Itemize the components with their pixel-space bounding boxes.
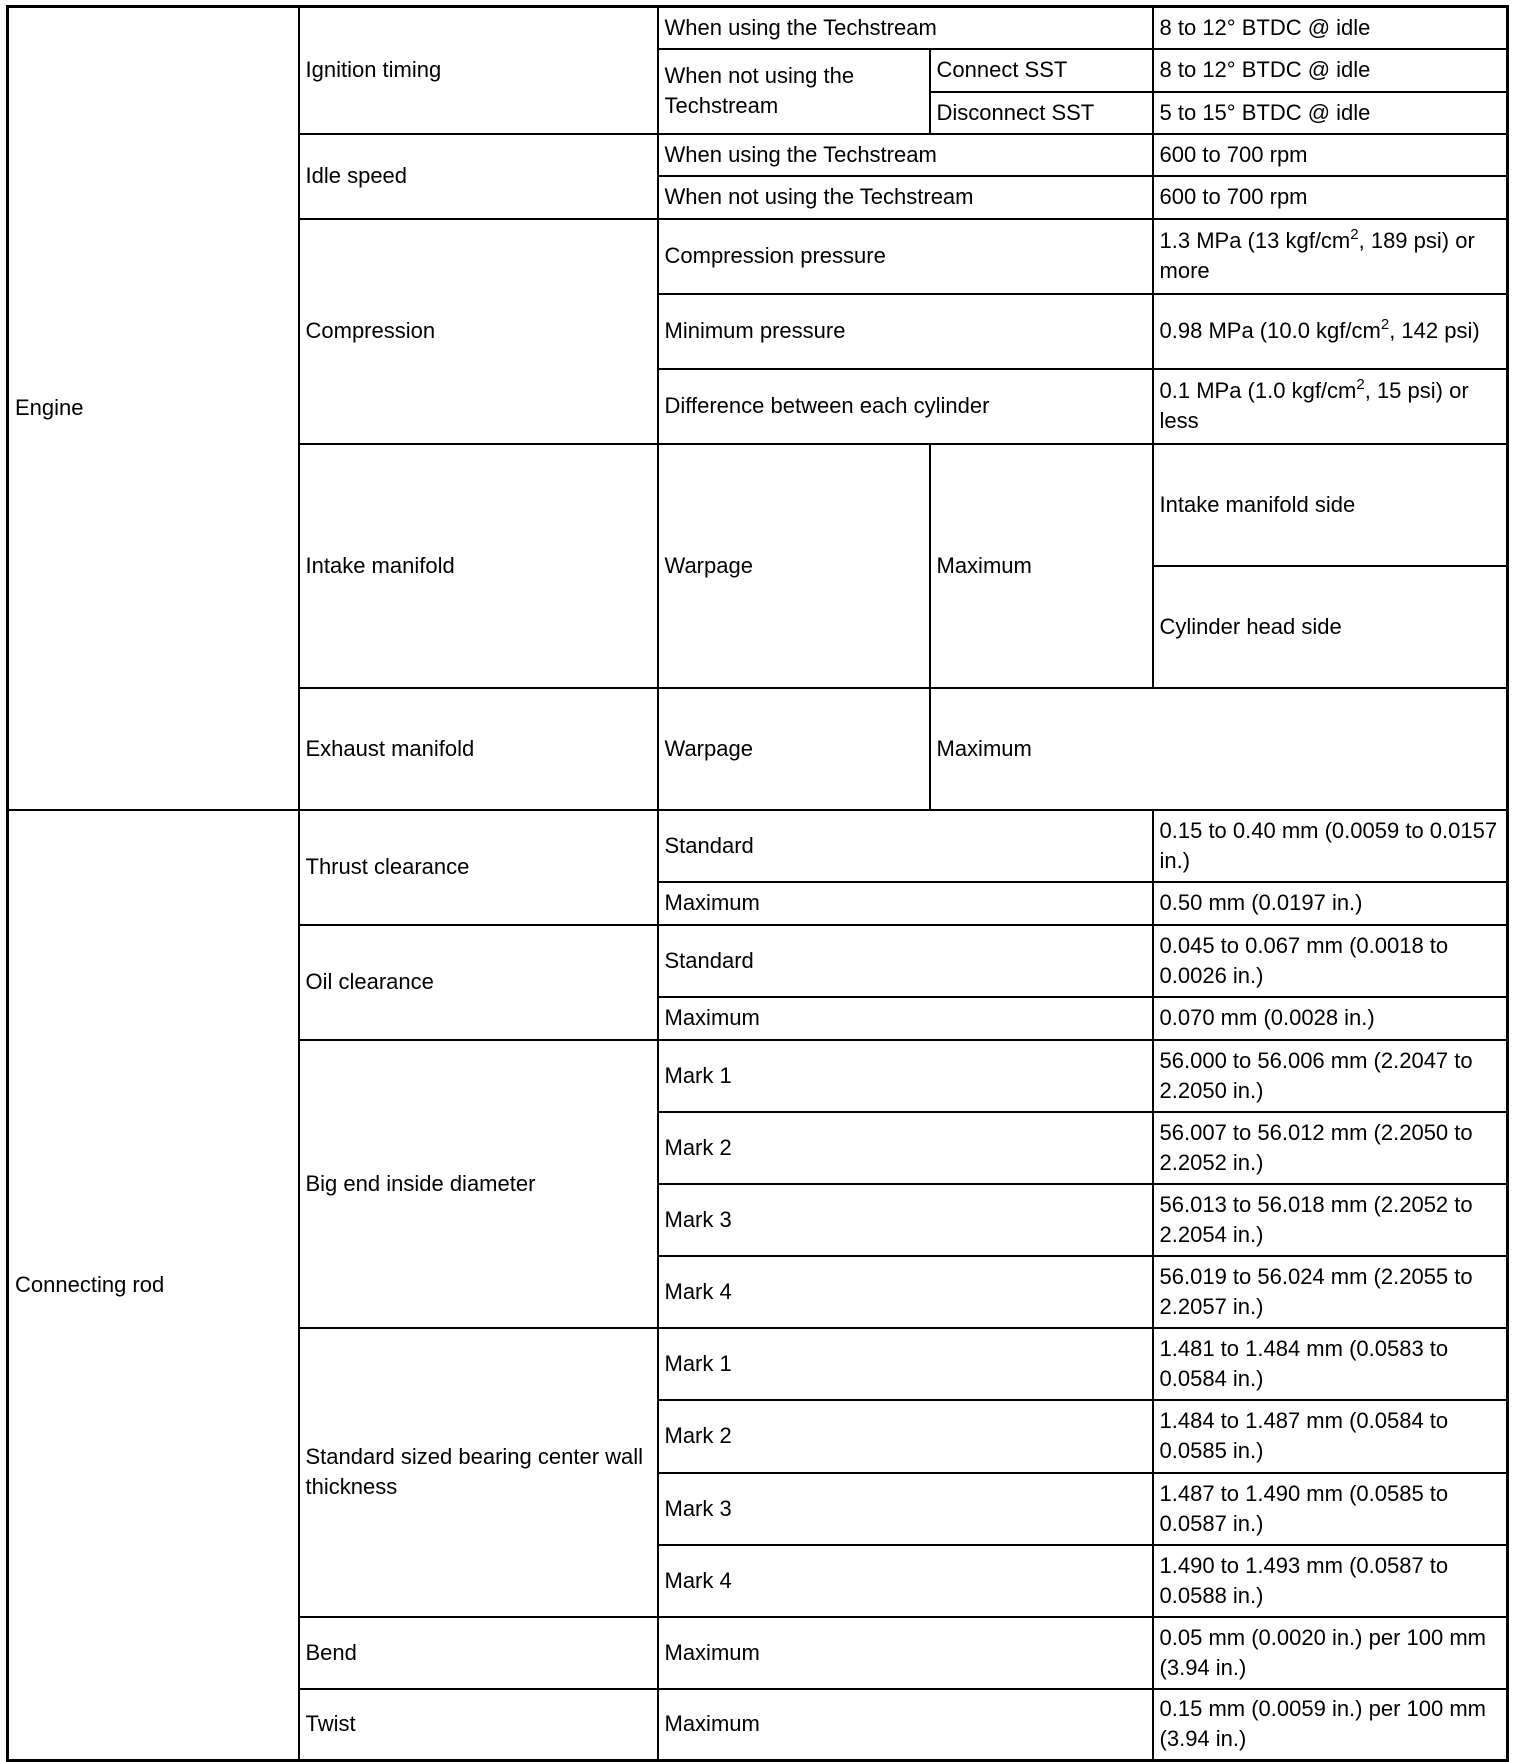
intake-warpage-label: Warpage <box>658 444 930 688</box>
twist-maximum-label: Maximum <box>658 1689 1153 1761</box>
thrust-standard-label: Standard <box>658 810 1153 882</box>
bearing-value: 1.490 to 1.493 mm (0.0587 to 0.0588 in.) <box>1153 1545 1508 1617</box>
oil-standard-value: 0.045 to 0.067 mm (0.0018 to 0.0026 in.) <box>1153 925 1508 997</box>
connect-sst-value: 8 to 12° BTDC @ idle <box>1153 49 1508 92</box>
twist-label: Twist <box>299 1689 658 1761</box>
big-end-value: 56.013 to 56.018 mm (2.2052 to 2.2054 in.) <box>1153 1184 1508 1256</box>
intake-side-label: Intake manifold side <box>1153 444 1508 566</box>
bearing-value: 1.484 to 1.487 mm (0.0584 to 0.0585 in.) <box>1153 1400 1508 1473</box>
thrust-maximum-label: Maximum <box>658 882 1153 925</box>
bend-label: Bend <box>299 1617 658 1689</box>
disconnect-sst-value: 5 to 15° BTDC @ idle <box>1153 92 1508 134</box>
big-end-mark: Mark 3 <box>658 1184 1153 1256</box>
ignition-timing-label: Ignition timing <box>299 7 658 134</box>
engine-label: Engine <box>8 7 299 810</box>
twist-maximum-value: 0.15 mm (0.0059 in.) per 100 mm (3.94 in.) <box>1153 1689 1508 1761</box>
idle-using-techstream: When using the Techstream <box>658 134 1153 176</box>
big-end-value: 56.000 to 56.006 mm (2.2047 to 2.2050 in.) <box>1153 1040 1508 1112</box>
difference-label: Difference between each cylinder <box>658 369 1153 444</box>
intake-manifold-label: Intake manifold <box>299 444 658 688</box>
oil-maximum-label: Maximum <box>658 997 1153 1040</box>
thrust-clearance-label: Thrust clearance <box>299 810 658 925</box>
bearing-mark: Mark 3 <box>658 1473 1153 1545</box>
ignition-not-using-techstream: When not using the Techstream <box>658 49 930 134</box>
bend-maximum-label: Maximum <box>658 1617 1153 1689</box>
table-row <box>8 810 1508 882</box>
bearing-thickness-label: Standard sized bearing center wall thickness <box>299 1328 658 1617</box>
ignition-using-value: 8 to 12° BTDC @ idle <box>1153 7 1508 49</box>
disconnect-sst-label: Disconnect SST <box>930 92 1153 134</box>
compression-label: Compression <box>299 219 658 444</box>
oil-clearance-label: Oil clearance <box>299 925 658 1040</box>
big-end-mark: Mark 4 <box>658 1256 1153 1328</box>
oil-standard-label: Standard <box>658 925 1153 997</box>
compression-pressure-label: Compression pressure <box>658 219 1153 294</box>
intake-maximum-label: Maximum <box>930 444 1153 688</box>
bearing-mark: Mark 2 <box>658 1400 1153 1473</box>
connect-sst-label: Connect SST <box>930 49 1153 92</box>
idle-speed-label: Idle speed <box>299 134 658 219</box>
idle-using-value: 600 to 700 rpm <box>1153 134 1508 176</box>
idle-not-using-techstream: When not using the Techstream <box>658 176 1153 219</box>
big-end-mark: Mark 2 <box>658 1112 1153 1184</box>
thrust-standard-value: 0.15 to 0.40 mm (0.0059 to 0.0157 in.) <box>1153 810 1508 882</box>
connecting-rod-label: Connecting rod <box>8 810 299 1761</box>
big-end-mark: Mark 1 <box>658 1040 1153 1112</box>
oil-maximum-value: 0.070 mm (0.0028 in.) <box>1153 997 1508 1040</box>
exhaust-warpage-label: Warpage <box>658 688 930 810</box>
big-end-value: 56.007 to 56.012 mm (2.2050 to 2.2052 in.) <box>1153 1112 1508 1184</box>
bearing-value: 1.487 to 1.490 mm (0.0585 to 0.0587 in.) <box>1153 1473 1508 1545</box>
minimum-pressure-value: 0.98 MPa (10.0 kgf/$cm^2$, 142 psi) <box>1153 294 1508 369</box>
compression-pressure-value: 1.3 MPa (13 kgf/$cm^2$, 189 psi) or more <box>1153 219 1508 294</box>
bend-maximum-value: 0.05 mm (0.0020 in.) per 100 mm (3.94 in.) <box>1153 1617 1508 1689</box>
exhaust-manifold-label: Exhaust manifold <box>299 688 658 810</box>
bearing-mark: Mark 4 <box>658 1545 1153 1617</box>
big-end-label: Big end inside diameter <box>299 1040 658 1328</box>
head-side-label: Cylinder head side <box>1153 566 1508 688</box>
bearing-mark: Mark 1 <box>658 1328 1153 1400</box>
exhaust-maximum-label: Maximum <box>930 688 1508 810</box>
bearing-value: 1.481 to 1.484 mm (0.0583 to 0.0584 in.) <box>1153 1328 1508 1400</box>
ignition-using-techstream: When using the Techstream <box>658 7 1153 49</box>
specification-table <box>6 5 1509 1762</box>
idle-not-using-value: 600 to 700 rpm <box>1153 176 1508 219</box>
big-end-value: 56.019 to 56.024 mm (2.2055 to 2.2057 in.) <box>1153 1256 1508 1328</box>
thrust-maximum-value: 0.50 mm (0.0197 in.) <box>1153 882 1508 925</box>
table-row <box>8 7 1508 49</box>
difference-value: 0.1 MPa (1.0 kgf/$cm^2$, 15 psi) or less <box>1153 369 1508 444</box>
minimum-pressure-label: Minimum pressure <box>658 294 1153 369</box>
